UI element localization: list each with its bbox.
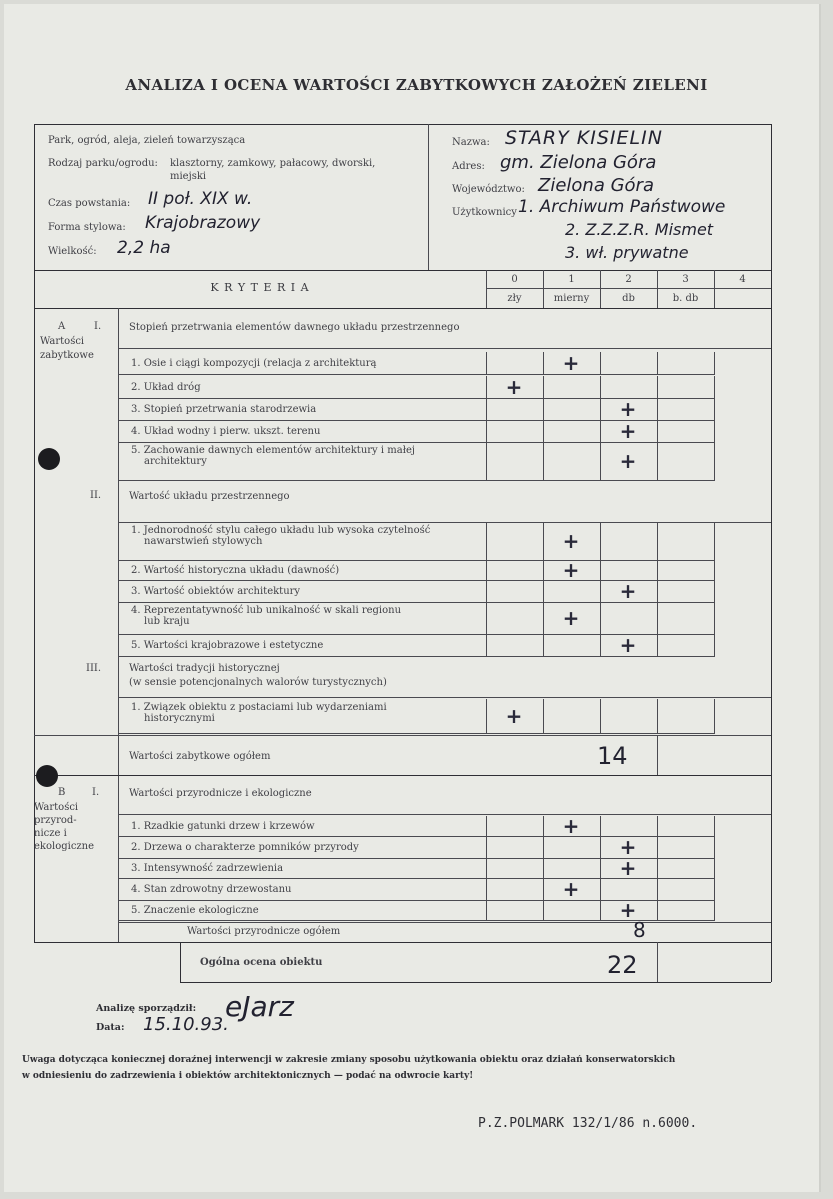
rows2-col-line xyxy=(600,560,601,580)
rows2-score-mark-3: + xyxy=(619,579,637,603)
header-top-border xyxy=(34,124,771,125)
rowsb-col-line xyxy=(486,816,487,836)
rows2-col-line xyxy=(714,602,715,634)
rows1-criterion-5: 5. Zachowanie dawnych elementów architektury i małej architektury xyxy=(131,445,415,467)
score-label-0: zły xyxy=(507,293,522,304)
rowsb-col-line xyxy=(600,900,601,920)
print-code: P.Z.POLMARK 132/1/86 n.6000. xyxy=(478,1116,698,1131)
rows1-text-left xyxy=(118,398,119,420)
rowsb-criterion-1: 1. Rzadkie gatunki drzew i krzewów xyxy=(131,820,315,832)
rows1-score-mark-3: + xyxy=(619,397,637,421)
rowsb-score-mark-2: + xyxy=(619,835,637,859)
rows1-col-line xyxy=(543,398,544,420)
score-label-1: mierny xyxy=(553,293,590,304)
score-label-3: b. db xyxy=(672,293,699,304)
rows1-score-mark-2: + xyxy=(505,375,523,399)
section-3-roman: III. xyxy=(86,663,102,674)
group-a-name-1: Wartości xyxy=(40,336,85,347)
rowsb-criterion-2: 2. Drzewa o charakterze pomników przyrody xyxy=(131,841,359,853)
rows2-col-line xyxy=(486,602,487,634)
rowsb-text-left xyxy=(118,836,119,858)
rows2-text-left xyxy=(118,560,119,580)
rows2-col-line xyxy=(657,602,658,634)
section-2-title: Wartość układu przestrzennego xyxy=(129,491,290,502)
rows1-criterion-1: 1. Osie i ciągi kompozycji (relacja z architekturą xyxy=(131,357,377,369)
rows1-col-line xyxy=(543,352,544,374)
rows1-col-line xyxy=(657,376,658,398)
rows1-col-line xyxy=(486,398,487,420)
col-line-h4 xyxy=(714,270,715,308)
rowsb-col-line xyxy=(486,858,487,878)
rowsb-text-left xyxy=(118,858,119,878)
rows2-col-line xyxy=(543,560,544,580)
zab-total-top xyxy=(34,735,771,736)
uzytkownicy-label: Użytkownicy xyxy=(452,207,517,218)
data-label: Data: xyxy=(96,1022,125,1033)
group-b-roman: I. xyxy=(92,787,100,798)
ogolna-bottom xyxy=(180,982,771,983)
rows2-score-mark-1: + xyxy=(562,529,580,553)
adres-value: gm. Zielona Góra xyxy=(500,152,657,173)
rows2-score-mark-2: + xyxy=(562,558,580,582)
group-a-letter: A xyxy=(58,321,66,332)
rows1-col-line xyxy=(543,442,544,480)
rows2-col-line xyxy=(714,522,715,560)
rows2-col-line xyxy=(486,634,487,656)
col-line-h3 xyxy=(657,270,658,308)
rowsb-col-line xyxy=(657,858,658,878)
rows1-col-line xyxy=(543,420,544,442)
rows2-criterion-1: 1. Jednorodność stylu całego układu lub wysoka czytelność nawarstwień stylowych xyxy=(131,525,431,547)
rows2-col-line xyxy=(657,580,658,602)
rows1-score-mark-4: + xyxy=(619,419,637,443)
ogolna-value: 22 xyxy=(607,951,638,979)
rows2-score-mark-5: + xyxy=(619,633,637,657)
rowsb-col-line xyxy=(714,836,715,858)
rowsb-col-line xyxy=(657,900,658,920)
nazwa-label: Nazwa: xyxy=(452,137,490,148)
rowsb-col-line xyxy=(657,836,658,858)
score-1: 1 xyxy=(568,274,575,285)
section-3-title-2: (w sensie potencjonalnych walorów turystycznych) xyxy=(129,677,387,688)
rows1-row-line xyxy=(118,374,715,375)
rows2-col-line xyxy=(543,522,544,560)
rows1-row-line xyxy=(118,480,715,481)
rows1-criterion-3: 3. Stopień przetrwania starodrzewia xyxy=(131,403,317,415)
wojewodztwo-label: Województwo: xyxy=(452,184,525,195)
rows1-col-line xyxy=(486,420,487,442)
section-3-title-1: Wartości tradycji historycznej xyxy=(129,663,280,674)
rows1-col-line xyxy=(600,352,601,374)
rows2-col-line xyxy=(600,634,601,656)
uwaga-line-1: Uwaga dotycząca koniecznej doraźnej interwencji w zakresie zmiany sposobu użytkowania obiektu oraz działań konserwatorskich xyxy=(22,1055,676,1065)
section-b-title: Wartości przyrodnicze i ekologiczne xyxy=(129,788,312,799)
rowsb-col-line xyxy=(714,858,715,878)
score-header-mid xyxy=(486,288,771,289)
rows2-col-line xyxy=(600,522,601,560)
rows2-col-line xyxy=(543,602,544,634)
sec3-bottom xyxy=(118,697,771,698)
punch-hole-top xyxy=(38,448,60,470)
rows2-row-line xyxy=(118,560,715,561)
ogolna-divider xyxy=(657,942,658,982)
criteria-header-bottom xyxy=(34,308,771,309)
rowsb-col-line xyxy=(600,878,601,900)
score-2: 2 xyxy=(625,274,632,285)
rowsb-col-line xyxy=(543,900,544,920)
rows3-col-line xyxy=(486,699,487,733)
rowsb-text-left xyxy=(118,900,119,920)
rowsb-score-mark-5: + xyxy=(619,898,637,922)
rows2-criterion-3: 3. Wartość obiektów architektury xyxy=(131,585,301,597)
rows1-score-mark-1: + xyxy=(562,351,580,375)
rows2-col-line xyxy=(486,580,487,602)
park-type-label: Park, ogród, aleja, zieleń towarzysząca xyxy=(48,135,246,146)
group-b-letter: B xyxy=(58,787,66,798)
rowsb-criterion-5: 5. Znaczenie ekologiczne xyxy=(131,904,259,916)
rows1-col-line xyxy=(543,376,544,398)
rowsb-col-line xyxy=(714,900,715,920)
rowsb-col-line xyxy=(657,816,658,836)
rows1-col-line xyxy=(714,442,715,480)
rows2-criterion-5: 5. Wartości krajobrazowe i estetyczne xyxy=(131,639,324,651)
rowsb-col-line xyxy=(600,816,601,836)
rows1-col-line xyxy=(714,398,715,420)
rowsb-col-line xyxy=(543,878,544,900)
section-2-roman: II. xyxy=(90,490,102,501)
przyr-total-top xyxy=(118,922,771,923)
forma-label: Forma stylowa: xyxy=(48,222,126,233)
score-label-2: db xyxy=(622,293,635,304)
rows1-col-line xyxy=(486,442,487,480)
rows2-text-left xyxy=(118,634,119,656)
zab-total-value: 14 xyxy=(597,742,628,770)
zab-total-label: Wartości zabytkowe ogółem xyxy=(129,751,271,762)
rows3-criterion-1: 1. Związek obiektu z postaciami lub wydarzeniami historycznymi xyxy=(131,702,387,724)
rows1-score-mark-5: + xyxy=(619,449,637,473)
group-b-name-2: przyrod- xyxy=(34,815,77,826)
rowsb-col-line xyxy=(543,858,544,878)
rows2-col-line xyxy=(600,580,601,602)
sporzadzil-signature: eJarz xyxy=(225,990,294,1023)
rows2-col-line xyxy=(714,560,715,580)
ogolna-left-border xyxy=(180,942,181,982)
rowsb-col-line xyxy=(714,816,715,836)
rows2-criterion-2: 2. Wartość historyczna układu (dawność) xyxy=(131,564,340,576)
rowsb-criterion-3: 3. Intensywność zadrzewienia xyxy=(131,862,284,874)
rows2-criterion-4: 4. Reprezentatywność lub unikalność w skali regionu lub kraju xyxy=(131,605,402,627)
rows1-col-line xyxy=(600,398,601,420)
wojewodztwo-value: Zielona Góra xyxy=(538,175,654,196)
sec2-bottom xyxy=(118,522,771,523)
rowsb-col-line xyxy=(486,836,487,858)
rows1-col-line xyxy=(714,352,715,374)
forma-value: Krajobrazowy xyxy=(145,213,261,233)
criteria-header-top xyxy=(34,270,771,271)
rows1-col-line xyxy=(600,420,601,442)
rows3-score-mark-1: + xyxy=(505,704,523,728)
rodzaj-options-line2: miejski xyxy=(170,171,207,182)
ogolna-right-border xyxy=(771,942,772,982)
wielkosc-value: 2,2 ha xyxy=(117,238,171,258)
rows1-col-line xyxy=(600,442,601,480)
rows2-col-line xyxy=(657,522,658,560)
rows2-col-line xyxy=(543,580,544,602)
rowsb-criterion-4: 4. Stan zdrowotny drzewostanu xyxy=(131,883,292,895)
ogolna-label: Ogólna ocena obiektu xyxy=(200,957,323,968)
group-b-name-1: Wartości xyxy=(34,802,79,813)
rowsb-text-left xyxy=(118,816,119,836)
rowsb-col-line xyxy=(543,836,544,858)
rows1-col-line xyxy=(486,352,487,374)
rows3-text-left xyxy=(118,699,119,733)
group-a-roman: I. xyxy=(94,321,102,332)
rows2-col-line xyxy=(714,580,715,602)
section-1-title: Stopień przetrwania elementów dawnego układu przestrzennego xyxy=(129,322,460,333)
rows1-col-line xyxy=(657,398,658,420)
kryteria-label: K R Y T E R I A xyxy=(210,281,310,294)
rows1-col-line xyxy=(657,442,658,480)
uzytkownik-1: 1. Archiwum Państwowe xyxy=(518,197,726,217)
rows2-text-left xyxy=(118,580,119,602)
przyr-total-bottom xyxy=(34,942,771,943)
uwaga-line-2: w odniesieniu do zadrzewienia i obiektów architektonicznych — podać na odwrocie karty! xyxy=(22,1071,474,1081)
rows1-criterion-4: 4. Układ wodny i pierw. ukszt. terenu xyxy=(131,425,321,437)
rowsb-col-line xyxy=(714,878,715,900)
rowsb-col-line xyxy=(486,878,487,900)
rows2-text-left xyxy=(118,602,119,634)
rows2-col-line xyxy=(657,560,658,580)
zab-total-bottom xyxy=(34,775,771,776)
rows1-text-left xyxy=(118,420,119,442)
data-value: 15.10.93. xyxy=(143,1014,229,1035)
rowsb-score-mark-4: + xyxy=(562,877,580,901)
group-a-name-2: zabytkowe xyxy=(40,350,94,361)
uzytkownik-2: 2. Z.Z.Z.R. Mismet xyxy=(565,220,714,239)
rows1-col-line xyxy=(657,420,658,442)
rows1-col-line xyxy=(600,376,601,398)
wielkosc-label: Wielkość: xyxy=(48,246,97,257)
adres-label: Adres: xyxy=(452,161,485,172)
rodzaj-options-line1: klasztorny, zamkowy, pałacowy, dworski, xyxy=(170,158,376,169)
rows2-col-line xyxy=(543,634,544,656)
rowsb-col-line xyxy=(543,816,544,836)
rows2-text-left xyxy=(118,522,119,560)
rows1-col-line xyxy=(486,376,487,398)
rowsb-score-mark-1: + xyxy=(562,814,580,838)
rows2-col-line xyxy=(657,634,658,656)
rows2-score-mark-4: + xyxy=(562,606,580,630)
rows2-col-line xyxy=(486,560,487,580)
czas-label: Czas powstania: xyxy=(48,198,131,209)
rodzaj-label: Rodzaj parku/ogrodu: xyxy=(48,158,158,169)
punch-hole-bottom xyxy=(36,765,58,787)
rows2-col-line xyxy=(714,634,715,656)
przyr-total-value: 8 xyxy=(633,918,646,942)
rows2-col-line xyxy=(486,522,487,560)
sporzadzil-label: Analizę sporządził: xyxy=(96,1003,197,1014)
rows1-col-line xyxy=(714,376,715,398)
rows1-criterion-2: 2. Układ dróg xyxy=(131,381,201,393)
col-line-h1 xyxy=(543,270,544,308)
group-b-name-4: ekologiczne xyxy=(34,841,95,852)
sec1-bottom xyxy=(118,348,771,349)
rowsb-score-mark-3: + xyxy=(619,856,637,880)
rows3-col-line xyxy=(714,699,715,733)
table-right-border xyxy=(771,124,772,942)
form-title: ANALIZA I OCENA WARTOŚCI ZABYTKOWYCH ZAŁOŻEŃ ZIELENI xyxy=(125,76,708,94)
rows1-col-line xyxy=(714,420,715,442)
rows3-col-line xyxy=(657,699,658,733)
col-line-h2 xyxy=(600,270,601,308)
rowsb-col-line xyxy=(486,900,487,920)
rows3-row-line xyxy=(118,733,715,734)
nazwa-value: STARY KISIELIN xyxy=(505,127,663,149)
czas-value: II poł. XIX w. xyxy=(148,189,253,209)
rows1-text-left xyxy=(118,352,119,374)
rowsb-text-left xyxy=(118,878,119,900)
rows3-col-line xyxy=(600,699,601,733)
rowsb-col-line xyxy=(600,858,601,878)
przyr-total-label: Wartości przyrodnicze ogółem xyxy=(187,926,341,937)
rowsb-col-line xyxy=(657,878,658,900)
secb-bottom xyxy=(118,814,771,815)
rows1-col-line xyxy=(657,352,658,374)
zab-total-divider xyxy=(657,735,658,775)
group-b-name-3: nicze i xyxy=(34,828,67,839)
col-line-h0 xyxy=(486,270,487,308)
header-divider xyxy=(428,124,429,270)
rows3-col-line xyxy=(543,699,544,733)
rows2-col-line xyxy=(600,602,601,634)
score-4: 4 xyxy=(739,274,746,285)
score-3: 3 xyxy=(682,274,689,285)
uzytkownik-3: 3. wł. prywatne xyxy=(565,243,689,262)
rows1-text-left xyxy=(118,376,119,398)
rowsb-col-line xyxy=(600,836,601,858)
score-0: 0 xyxy=(511,274,518,285)
rows1-text-left xyxy=(118,442,119,480)
